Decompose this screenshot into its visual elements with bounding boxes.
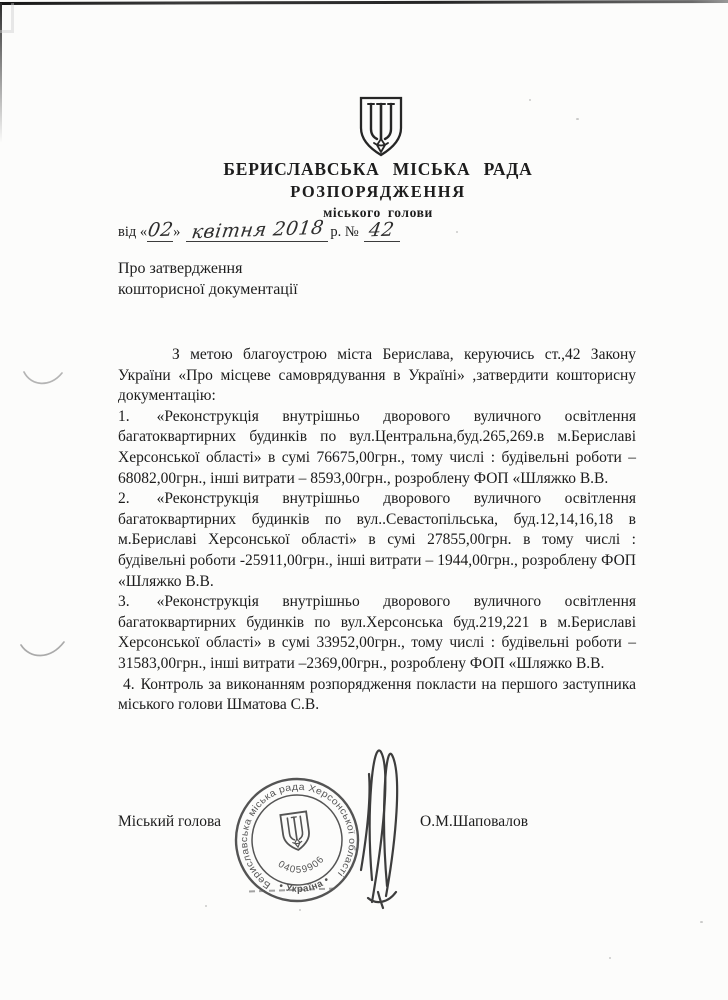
date-close-quote: » — [173, 224, 181, 240]
margin-pen-mark — [17, 637, 71, 672]
handwritten-signature-icon — [338, 742, 422, 915]
item-number: 2. — [118, 490, 130, 508]
scan-edge-artifact-top — [0, 0, 728, 5]
item-text: «Реконструкція внутрішньо дворового вуличного освітлення багатоквартирних будинків по вул.Центральна,буд.265,269.в м.Бериславі Херсонської області» в сумі 76675,00грн., тому числі : будівельні роботи – 68082,00грн., інші витрати – 8593,00грн., розроблену ФОП «Шляжко В.В. — [118, 407, 636, 487]
item-text: «Реконструкція внутрішньо дворового вуличного освітлення багатоквартирних будинків по вул..Севастопільська, буд.12,14,16,18 в м.Бериславі Херсонської області» в сумі 27855,00грн. в тому числі : будівельні роботи -25911,00грн., інші витрати – 1944,00грн., розроблену ФОП «Шляжко В.В. — [118, 490, 636, 590]
stamp-country-text: • Україна • — [277, 874, 332, 895]
date-number-line — [118, 216, 400, 244]
document-type-title: РОЗПОРЯДЖЕННЯ — [290, 181, 466, 201]
item-number: 4. — [123, 675, 135, 693]
ukraine-trident-emblem-icon — [341, 94, 421, 169]
stamp-code-text: 04059906 — [275, 853, 328, 876]
scan-speck — [576, 118, 579, 120]
subject-line-2: кошторисної документації — [118, 281, 298, 298]
document-body — [118, 345, 636, 716]
list-item-4 — [118, 675, 636, 716]
intro-paragraph: З метою благоустрою міста Берислава, керуючись ст.,42 Закону України «Про місцеве самоврядування в Україні» ,затвердити кошторисну документацію: — [118, 346, 636, 405]
scan-speck — [529, 99, 531, 101]
scan-speck — [609, 957, 611, 959]
scan-corner-artifact — [0, 3, 14, 33]
subject-line-1: Про затвердження — [118, 260, 243, 277]
item-number: 3. — [118, 593, 130, 611]
document-masthead — [28, 161, 728, 220]
stamp-ring-text: Бериславська міська рада Херсонської області — [239, 781, 358, 891]
list-item-3 — [118, 592, 636, 674]
scan-speck — [205, 905, 207, 907]
margin-pen-mark — [20, 362, 70, 397]
doc-number-field — [364, 218, 400, 242]
item-number: 1. — [118, 407, 130, 425]
handwritten-day: 02 — [145, 218, 175, 242]
list-item-2 — [118, 489, 636, 592]
item-text: «Реконструкція внутрішньо дворового вуличного освітлення багатоквартирних будинків по вул.Херсонська буд.219,221 в м.Бериславі Херсонської області» в сумі 33952,00грн., тому числі : будівельні роботи – 31583,00грн., інші витрати –2369,00грн., розроблену ФОП «Шляжко В.В. — [118, 593, 636, 672]
org-name: БЕРИСЛАВСЬКА МІСЬКА РАДА — [223, 159, 533, 179]
list-item-1 — [118, 407, 636, 489]
handwritten-month-year: квітня 2018 — [189, 216, 326, 244]
document-subject — [118, 258, 298, 300]
stamp-trident-icon — [280, 811, 311, 851]
scan-speck — [456, 231, 458, 233]
date-month-field — [186, 216, 328, 244]
date-day-field — [145, 218, 175, 242]
date-mid-label: р. № — [330, 224, 359, 240]
signatory-title: Міський голова — [118, 813, 222, 830]
item-text: Контроль за виконанням розпорядження покласти на першого заступника міського голови Шматова С.В. — [118, 675, 636, 714]
handwritten-doc-number: 42 — [367, 218, 397, 242]
svg-text:04059906 — [275, 853, 329, 880]
document-subtype: міського голови — [323, 205, 433, 220]
signatory-name: О.М.Шаповалов — [420, 813, 529, 830]
scan-speck — [700, 921, 703, 923]
date-prefix-label: від « — [118, 224, 148, 240]
